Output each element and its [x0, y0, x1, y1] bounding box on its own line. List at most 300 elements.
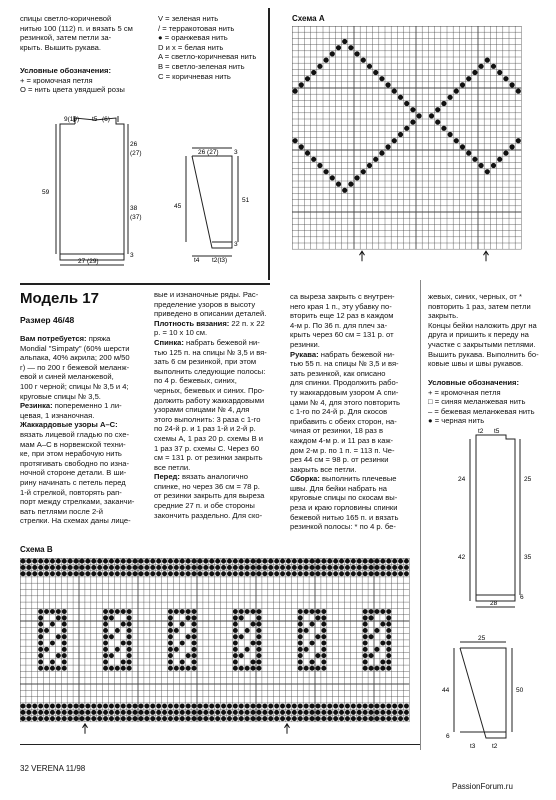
- text-content: по 24-й р. и 1 раз 1-й и 2-й р.: [154, 424, 256, 434]
- stitch-dot: [109, 559, 114, 564]
- stitch-dot: [256, 704, 261, 709]
- label-t5: t5: [494, 428, 500, 435]
- text-line: [290, 369, 400, 379]
- stitch-dot: [363, 609, 368, 614]
- label-26: 26: [130, 141, 138, 148]
- stitch-dot: [386, 571, 391, 576]
- text-content: круговые спицы № 3,5.: [20, 391, 101, 401]
- stitch-dot: [233, 704, 238, 709]
- stitch-dot: [380, 609, 385, 614]
- text-line: [154, 415, 267, 425]
- stitch-dot: [233, 641, 238, 646]
- stitch-dot: [215, 710, 220, 715]
- stitch-dot: [315, 571, 320, 576]
- stitch-dot: [363, 615, 368, 620]
- text-content: прибавить с обеих сторон, на-: [290, 416, 397, 426]
- stitch-dot: [369, 653, 374, 658]
- text-line: [154, 434, 267, 444]
- text-content: протягивать свободно по изна-: [20, 458, 129, 468]
- legend-top-left: [20, 66, 125, 95]
- stitch-dot: [380, 666, 385, 671]
- text-content: выполнить плечевые: [319, 474, 397, 484]
- stitch-dot: [354, 175, 359, 180]
- stitch-dot: [127, 571, 132, 576]
- text-content: от резинки закрыть для выреза: [154, 491, 265, 501]
- stitch-dot: [50, 704, 55, 709]
- stitch-dot: [268, 571, 273, 576]
- stitch-dot: [186, 653, 191, 658]
- legend-item: C = коричневая нить: [158, 71, 231, 81]
- stitch-dot: [268, 559, 273, 564]
- stitch-dot: [398, 571, 403, 576]
- stitch-dot: [304, 710, 309, 715]
- stitch-dot: [369, 710, 374, 715]
- text-line: [20, 459, 134, 469]
- stitch-dot: [374, 647, 379, 652]
- text-content: тью 55 п. на спицы № 3,5 и вя-: [290, 359, 399, 369]
- stitch-dot: [168, 659, 173, 664]
- stitch-dot: [215, 704, 220, 709]
- text-line: [154, 453, 267, 463]
- stitch-dot: [121, 622, 126, 627]
- stitch-dot: [333, 571, 338, 576]
- stitch-dot: [197, 565, 202, 570]
- text-content: круговые спицы по скосам вы-: [290, 493, 398, 503]
- stitch-dot: [357, 716, 362, 721]
- stitch-dot: [256, 653, 261, 658]
- stitch-dot: [373, 70, 378, 75]
- stitch-dot: [74, 571, 79, 576]
- stitch-dot: [516, 138, 521, 143]
- legend-item: / = терракотовая нить: [158, 23, 235, 33]
- stitch-dot: [374, 666, 379, 671]
- stitch-dot: [192, 628, 197, 633]
- label-59: 59: [42, 189, 50, 196]
- stitch-dot: [115, 571, 120, 576]
- text-content: 22 п. x 22: [229, 318, 265, 328]
- stitch-dot: [44, 609, 49, 614]
- stitch-dot: [180, 659, 185, 664]
- stitch-dot: [192, 571, 197, 576]
- stitch-dot: [256, 622, 261, 627]
- stitch-dot: [386, 653, 391, 658]
- stitch-dot: [286, 710, 291, 715]
- text-line: [290, 398, 400, 408]
- stitch-dot: [351, 716, 356, 721]
- stitch-dot: [150, 571, 155, 576]
- text-content: цевая, 1 изнаночная.: [20, 410, 95, 420]
- stitch-dot: [298, 704, 303, 709]
- text-line: [290, 311, 400, 321]
- stitch-dot: [133, 565, 138, 570]
- stitch-dot: [386, 615, 391, 620]
- stitch-dot: [298, 622, 303, 627]
- stitch-dot: [121, 609, 126, 614]
- stitch-dot: [91, 716, 96, 721]
- stitch-dot: [321, 653, 326, 658]
- stitch-dot: [460, 144, 465, 149]
- stitch-dot: [162, 565, 167, 570]
- stitch-dot: [251, 704, 256, 709]
- stitch-dot: [156, 710, 161, 715]
- label-24: 24: [458, 476, 466, 483]
- stitch-dot: [404, 571, 409, 576]
- stitch-dot: [209, 571, 214, 576]
- stitch-dot: [121, 559, 126, 564]
- stitch-dot: [197, 571, 202, 576]
- text-line: [290, 493, 400, 503]
- text-heading: Плотность вязания:: [154, 318, 230, 328]
- stitch-dot: [215, 565, 220, 570]
- stitch-dot: [321, 659, 326, 664]
- stitch-dot: [305, 150, 310, 155]
- text-line: спицы светло-коричневой: [20, 14, 112, 23]
- stitch-dot: [209, 565, 214, 570]
- stitch-dot: [239, 615, 244, 620]
- stitch-dot: [321, 571, 326, 576]
- pattern-body-diagram: [440, 425, 540, 615]
- stitch-dot: [357, 559, 362, 564]
- text-line: [154, 396, 267, 406]
- stitch-dot: [386, 634, 391, 639]
- stitch-dot: [109, 710, 114, 715]
- stitch-dot: [380, 571, 385, 576]
- stitch-dot: [304, 565, 309, 570]
- stitch-dot: [485, 57, 490, 62]
- stitch-dot: [274, 710, 279, 715]
- stitch-dot: [256, 641, 261, 646]
- stitch-dot: [127, 641, 132, 646]
- text-content: закрыть.: [428, 311, 459, 321]
- stitch-dot: [460, 82, 465, 87]
- column-separator: [268, 8, 270, 280]
- stitch-dot: [103, 666, 108, 671]
- stitch-dot: [38, 609, 43, 614]
- stitch-dot: [192, 622, 197, 627]
- stitch-dot: [380, 704, 385, 709]
- stitch-dot: [180, 609, 185, 614]
- stitch-dot: [168, 628, 173, 633]
- stitch-dot: [115, 609, 120, 614]
- stitch-dot: [168, 666, 173, 671]
- stitch-dot: [109, 704, 114, 709]
- stitch-dot: [38, 571, 43, 576]
- stitch-dot: [239, 609, 244, 614]
- stitch-dot: [221, 559, 226, 564]
- stitch-dot: [298, 710, 303, 715]
- stitch-dot: [472, 70, 477, 75]
- stitch-dot: [162, 704, 167, 709]
- text-line: [154, 424, 267, 434]
- stitch-dot: [20, 571, 25, 576]
- stitch-dot: [26, 559, 31, 564]
- stitch-dot: [127, 666, 132, 671]
- stitch-dot: [38, 628, 43, 633]
- text-content: вторить еще 12 раз в каждом: [290, 311, 394, 321]
- stitch-dot: [85, 716, 90, 721]
- grid-lines: [20, 558, 409, 722]
- text-line: [290, 484, 400, 494]
- stitch-dot: [339, 565, 344, 570]
- stitch-dot: [192, 559, 197, 564]
- legend-item: D и x = белая нить: [158, 42, 224, 52]
- text-column-3: [290, 292, 400, 532]
- stitch-dot: [150, 704, 155, 709]
- stitch-dot: [174, 716, 179, 721]
- stitch-dot: [363, 571, 368, 576]
- stitch-dot: [304, 716, 309, 721]
- stitch-dot: [333, 559, 338, 564]
- stitch-dot: [186, 634, 191, 639]
- stitch-dot: [429, 113, 434, 118]
- text-line: [20, 401, 134, 411]
- text-line: [290, 522, 400, 532]
- text-content: 4-м р. По 36 п. для плеч за-: [290, 320, 388, 330]
- stitch-dot: [227, 710, 232, 715]
- stitch-dot: [321, 641, 326, 646]
- stitch-dot: [380, 559, 385, 564]
- text-line: [154, 444, 267, 454]
- stitch-dot: [197, 710, 202, 715]
- stitch-dot: [333, 704, 338, 709]
- text-heading: Рукава:: [290, 349, 319, 359]
- schema-b-grid: [20, 558, 420, 736]
- stitch-dot: [315, 615, 320, 620]
- stitch-dot: [85, 571, 90, 576]
- text-line: [154, 309, 267, 319]
- stitch-dot: [345, 559, 350, 564]
- stitch-dot: [321, 634, 326, 639]
- stitch-dot: [221, 704, 226, 709]
- stitch-dot: [262, 559, 267, 564]
- stitch-dot: [121, 704, 126, 709]
- stitch-dot: [454, 88, 459, 93]
- legend-item: V = зеленая нить: [158, 14, 219, 23]
- stitch-dot: [26, 704, 31, 709]
- stitch-dot: [144, 559, 149, 564]
- label-6: 6: [446, 733, 450, 740]
- stitch-dot: [62, 666, 67, 671]
- stitch-dot: [404, 101, 409, 106]
- stitch-dot: [109, 653, 114, 658]
- stitch-dot: [197, 716, 202, 721]
- stitch-dot: [398, 716, 403, 721]
- stitch-dot: [336, 45, 341, 50]
- text-column-2: [154, 290, 267, 520]
- text-heading: Вам потребуется:: [20, 334, 87, 343]
- stitch-dot: [127, 704, 132, 709]
- stitch-dot: [363, 559, 368, 564]
- stitch-dot: [162, 716, 167, 721]
- legend-item: ● = оранжевая нить: [158, 33, 228, 43]
- text-content: него края 1 п., эту убавку по-: [290, 301, 392, 311]
- stitch-dot: [62, 704, 67, 709]
- stitch-dot: [404, 126, 409, 131]
- legend-item: + = кромочная петля: [20, 75, 93, 85]
- stitch-dot: [38, 615, 43, 620]
- size-label: Размер 46/48: [20, 315, 75, 325]
- text-content: зать 6 см резинкой, при этом: [154, 357, 257, 367]
- stitch-dot: [56, 634, 61, 639]
- stitch-dot: [50, 716, 55, 721]
- stitch-dot: [26, 710, 31, 715]
- stitch-dot: [133, 559, 138, 564]
- stitch-dot: [91, 571, 96, 576]
- stitch-dot: [121, 666, 126, 671]
- label-45: 45: [174, 203, 182, 210]
- stitch-dot: [62, 653, 67, 658]
- stitch-dot: [245, 609, 250, 614]
- stitch-dot: [74, 704, 79, 709]
- stitch-dot: [233, 666, 238, 671]
- stitch-dot: [109, 609, 114, 614]
- stitch-dot: [374, 609, 379, 614]
- text-content: спинке, но через 36 см = 78 р.: [154, 481, 260, 491]
- stitch-dot: [330, 175, 335, 180]
- stitch-dot: [298, 628, 303, 633]
- text-line: [20, 497, 134, 507]
- stitch-dot: [62, 634, 67, 639]
- text-content: все петли.: [154, 462, 191, 472]
- text-line: [290, 302, 400, 312]
- stitch-dot: [310, 609, 315, 614]
- stitch-dot: [233, 710, 238, 715]
- label-top-a: 9(10): [64, 116, 80, 123]
- stitch-dot: [298, 666, 303, 671]
- text-content: стрелки. На схемах даны лице-: [20, 516, 131, 526]
- stitch-dot: [85, 704, 90, 709]
- stitch-dot: [56, 716, 61, 721]
- stitch-dot: [317, 64, 322, 69]
- stitch-dot: [127, 622, 132, 627]
- stitch-dot: [186, 559, 191, 564]
- stitch-dot: [256, 571, 261, 576]
- stitch-dot: [44, 559, 49, 564]
- stitch-dot: [245, 628, 250, 633]
- stitch-dot: [386, 710, 391, 715]
- stitch-dot: [472, 157, 477, 162]
- stitch-dot: [286, 565, 291, 570]
- stitch-dot: [398, 132, 403, 137]
- text-line: [428, 340, 539, 350]
- stitch-dot: [168, 716, 173, 721]
- stitch-dot: [32, 571, 37, 576]
- stitch-dot: [68, 559, 73, 564]
- stitch-dot: [339, 571, 344, 576]
- stitch-dot: [79, 565, 84, 570]
- stitch-dot: [478, 163, 483, 168]
- stitch-dot: [209, 710, 214, 715]
- stitch-dot: [192, 653, 197, 658]
- stitch-dot: [97, 571, 102, 576]
- stitch-dot: [404, 704, 409, 709]
- text-line: [20, 468, 134, 478]
- text-line: [20, 382, 134, 392]
- stitch-dot: [404, 716, 409, 721]
- stitch-dot: [345, 704, 350, 709]
- stitch-dot: [20, 704, 25, 709]
- stitch-dot: [74, 559, 79, 564]
- stitch-dot: [345, 571, 350, 576]
- stitch-dot: [304, 571, 309, 576]
- stitch-dot: [363, 647, 368, 652]
- stitch-dot: [485, 169, 490, 174]
- stitch-dot: [363, 622, 368, 627]
- stitch-dot: [298, 634, 303, 639]
- stitch-dot: [192, 647, 197, 652]
- text-content: Концы бейки наложить друг на: [428, 320, 537, 330]
- stitch-dot: [38, 659, 43, 664]
- stitch-dot: [68, 704, 73, 709]
- legend-item: O = нить цвета увядшей розы: [20, 85, 125, 95]
- stitch-dot: [109, 615, 114, 620]
- label-6: 6: [520, 594, 524, 601]
- stitch-dot: [298, 653, 303, 658]
- text-content: закончить раздельно. Для ско-: [154, 510, 263, 520]
- text-line: [154, 376, 267, 386]
- stitch-dot: [186, 716, 191, 721]
- stitch-dot: [315, 704, 320, 709]
- stitch-dot: [174, 609, 179, 614]
- stitch-dot: [256, 609, 261, 614]
- stitch-dot: [50, 710, 55, 715]
- stitch-dot: [245, 710, 250, 715]
- stitch-dot: [50, 559, 55, 564]
- stitch-dot: [398, 704, 403, 709]
- stitch-dot: [292, 571, 297, 576]
- stitch-dot: [97, 710, 102, 715]
- label-28: 28: [490, 600, 498, 607]
- stitch-dot: [97, 716, 102, 721]
- text-line: [290, 350, 400, 360]
- stitch-dot: [168, 710, 173, 715]
- stitch-dot: [315, 710, 320, 715]
- stitch-dot: [144, 704, 149, 709]
- stitch-dot: [103, 565, 108, 570]
- stitch-dot: [127, 716, 132, 721]
- stitch-dot: [221, 571, 226, 576]
- text-line: [154, 405, 267, 415]
- stitch-dot: [121, 641, 126, 646]
- stitch-dot: [342, 39, 347, 44]
- stitch-dot: [315, 565, 320, 570]
- stitch-dot: [50, 565, 55, 570]
- stitch-dot: [374, 710, 379, 715]
- text-line: [290, 292, 400, 302]
- stitch-dot: [274, 704, 279, 709]
- stitch-dot: [386, 704, 391, 709]
- stitch-dot: [321, 628, 326, 633]
- stitch-dot: [138, 571, 143, 576]
- stitch-dot: [121, 710, 126, 715]
- stitch-dot: [345, 716, 350, 721]
- stitch-dot: [321, 647, 326, 652]
- stitch-dot: [398, 95, 403, 100]
- stitch-dot: [74, 565, 79, 570]
- stitch-dot: [239, 704, 244, 709]
- stitch-dot: [186, 666, 191, 671]
- text-line: [290, 474, 400, 484]
- stitch-dot: [233, 609, 238, 614]
- stitch-dot: [441, 126, 446, 131]
- label-t3: t3: [470, 743, 476, 750]
- stitch-dot: [339, 559, 344, 564]
- stitch-dot: [363, 641, 368, 646]
- legend-top-mid: [158, 14, 256, 81]
- stitch-dot: [379, 150, 384, 155]
- stitch-dot: [416, 113, 421, 118]
- stitch-dot: [209, 704, 214, 709]
